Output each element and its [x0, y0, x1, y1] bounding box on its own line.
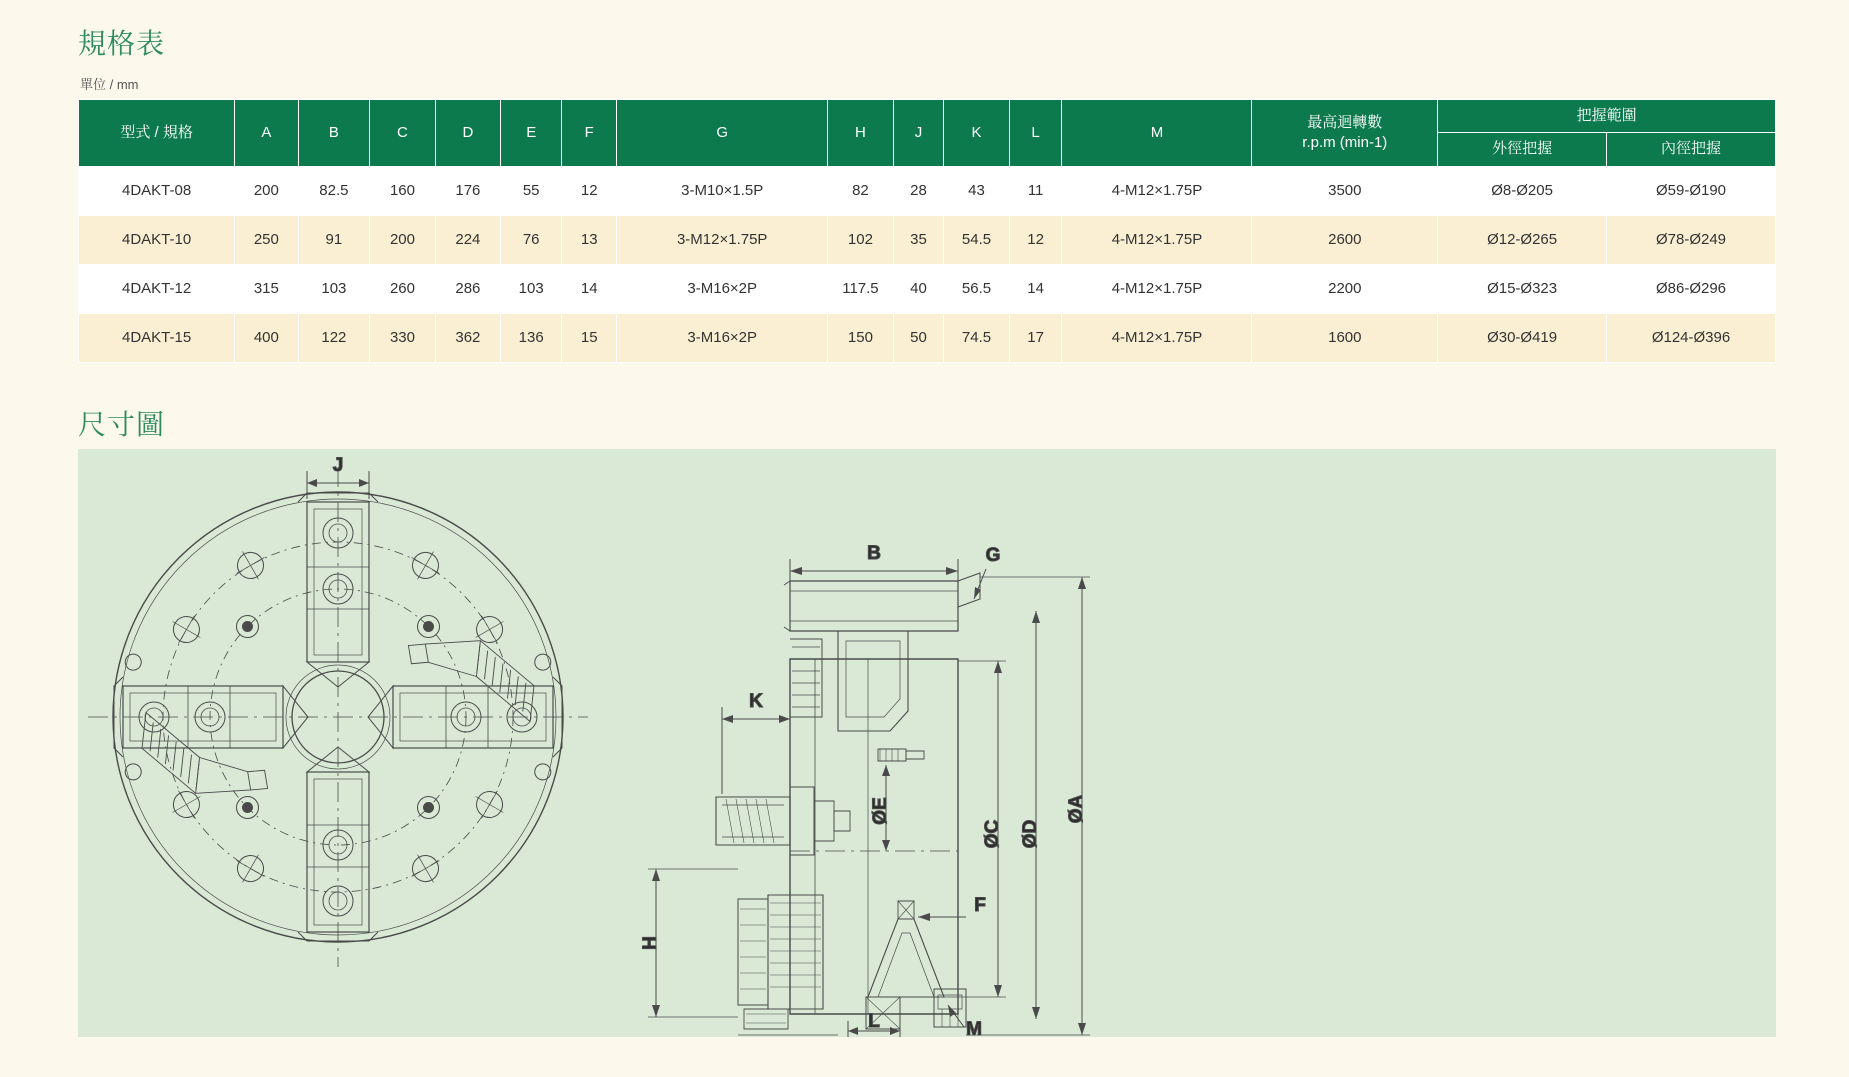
col-header-g: G: [617, 100, 828, 167]
col-header-h: H: [828, 100, 893, 167]
spec-section-title: 規格表: [78, 28, 166, 59]
cell-c: 330: [370, 313, 435, 362]
cell-j: 40: [893, 264, 944, 313]
cell-h: 117.5: [828, 264, 893, 313]
cell-m: 4-M12×1.75P: [1062, 215, 1252, 264]
table-row: [79, 264, 1776, 313]
dim-label-g: G: [985, 544, 1001, 566]
col-header-c: C: [370, 100, 435, 167]
table-body: [79, 166, 1776, 362]
cell-j: 35: [893, 215, 944, 264]
dim-K: [722, 707, 790, 794]
cell-k: 56.5: [944, 264, 1009, 313]
dim-label-h: H: [640, 935, 661, 950]
col-header-j: J: [893, 100, 944, 167]
col-header-grip-outer: 外徑把握: [1438, 133, 1607, 166]
col-header-rpm-line2: r.p.m (min-1): [1302, 133, 1388, 151]
dim-label-f: F: [974, 894, 986, 916]
cell-l: 17: [1009, 313, 1062, 362]
cell-f: 12: [562, 166, 617, 215]
dim-label-oe: ØE: [870, 796, 891, 825]
cell-f: 15: [562, 313, 617, 362]
cell-e: 136: [501, 313, 562, 362]
cell-d: 362: [435, 313, 500, 362]
cell-model: 4DAKT-12: [79, 264, 235, 313]
cell-a: 400: [235, 313, 298, 362]
dim-label-oa: ØA: [1066, 794, 1087, 823]
cell-h: 102: [828, 215, 893, 264]
specification-table: [78, 99, 1776, 363]
dim-label-b: B: [867, 542, 881, 564]
cell-m: 4-M12×1.75P: [1062, 264, 1252, 313]
dim-F: [918, 913, 966, 921]
diagram-section-title: 尺寸圖: [78, 408, 166, 440]
col-header-d: D: [435, 100, 500, 167]
cell-l: 12: [1009, 215, 1062, 264]
cell-e: 55: [501, 166, 562, 215]
cell-c: 200: [370, 215, 435, 264]
col-header-grip-group: 把握範圍: [1438, 100, 1776, 133]
cell-h: 150: [828, 313, 893, 362]
cell-grip-outer: Ø8-Ø205: [1438, 166, 1607, 215]
cell-g: 3-M10×1.5P: [617, 166, 828, 215]
cell-grip-inner: Ø86-Ø296: [1607, 264, 1776, 313]
cell-l: 11: [1009, 166, 1062, 215]
cell-k: 74.5: [944, 313, 1009, 362]
cell-c: 160: [370, 166, 435, 215]
col-header-e: E: [501, 100, 562, 167]
cell-a: 315: [235, 264, 298, 313]
col-header-grip-inner: 內徑把握: [1607, 133, 1776, 166]
cell-b: 91: [298, 215, 370, 264]
cell-k: 54.5: [944, 215, 1009, 264]
col-header-rpm-line1: 最高迴轉數: [1307, 113, 1383, 131]
cell-grip-inner: Ø124-Ø396: [1607, 313, 1776, 362]
cell-a: 250: [235, 215, 298, 264]
cell-g: 3-M16×2P: [617, 313, 828, 362]
cell-model: 4DAKT-08: [79, 166, 235, 215]
cell-d: 286: [435, 264, 500, 313]
dim-H: [648, 869, 738, 1017]
col-header-k: K: [944, 100, 1009, 167]
cell-c: 260: [370, 264, 435, 313]
col-header-rpm: [1252, 100, 1438, 167]
cell-grip-outer: Ø30-Ø419: [1438, 313, 1607, 362]
dim-OD: [1032, 611, 1040, 1019]
col-header-b: B: [298, 100, 370, 167]
cell-grip-outer: Ø15-Ø323: [1438, 264, 1607, 313]
cell-b: 82.5: [298, 166, 370, 215]
cell-m: 4-M12×1.75P: [1062, 313, 1252, 362]
dim-label-m: M: [966, 1018, 982, 1037]
cell-grip-outer: Ø12-Ø265: [1438, 215, 1607, 264]
cell-h: 82: [828, 166, 893, 215]
cell-model: 4DAKT-10: [79, 215, 235, 264]
cell-g: 3-M12×1.75P: [617, 215, 828, 264]
cell-d: 224: [435, 215, 500, 264]
col-header-a: A: [235, 100, 298, 167]
cell-grip-inner: Ø78-Ø249: [1607, 215, 1776, 264]
cell-d: 176: [435, 166, 500, 215]
side-view: [716, 573, 980, 1035]
cell-a: 200: [235, 166, 298, 215]
dim-label-od: ØD: [1020, 819, 1041, 848]
col-header-f: F: [562, 100, 617, 167]
cell-j: 50: [893, 313, 944, 362]
cell-f: 13: [562, 215, 617, 264]
dim-M: [948, 1005, 964, 1027]
cell-model: 4DAKT-15: [79, 313, 235, 362]
table-header: [79, 100, 1776, 167]
table-row: [79, 313, 1776, 362]
dimension-diagram: [78, 449, 1776, 1037]
cell-rpm: 2600: [1252, 215, 1438, 264]
cell-k: 43: [944, 166, 1009, 215]
cell-l: 14: [1009, 264, 1062, 313]
cell-grip-inner: Ø59-Ø190: [1607, 166, 1776, 215]
dim-label-j: J: [332, 454, 344, 476]
cell-m: 4-M12×1.75P: [1062, 166, 1252, 215]
col-header-l: L: [1009, 100, 1062, 167]
col-header-model: 型式 / 規格: [79, 100, 235, 167]
col-header-m: M: [1062, 100, 1252, 167]
cell-b: 122: [298, 313, 370, 362]
unit-note: 單位 / mm: [80, 77, 139, 92]
dim-label-l: L: [868, 1010, 880, 1032]
cell-f: 14: [562, 264, 617, 313]
cell-e: 103: [501, 264, 562, 313]
dim-label-k: K: [749, 690, 763, 712]
cell-rpm: 2200: [1252, 264, 1438, 313]
table-header-row-1: [79, 100, 1776, 133]
cell-e: 76: [501, 215, 562, 264]
table-row: [79, 215, 1776, 264]
cell-b: 103: [298, 264, 370, 313]
cell-rpm: 3500: [1252, 166, 1438, 215]
dimension-drawing-svg: [78, 449, 1776, 1037]
cell-g: 3-M16×2P: [617, 264, 828, 313]
front-view: [88, 467, 588, 967]
cell-j: 28: [893, 166, 944, 215]
table-row: [79, 166, 1776, 215]
cell-rpm: 1600: [1252, 313, 1438, 362]
dim-label-oc: ØC: [982, 819, 1003, 848]
